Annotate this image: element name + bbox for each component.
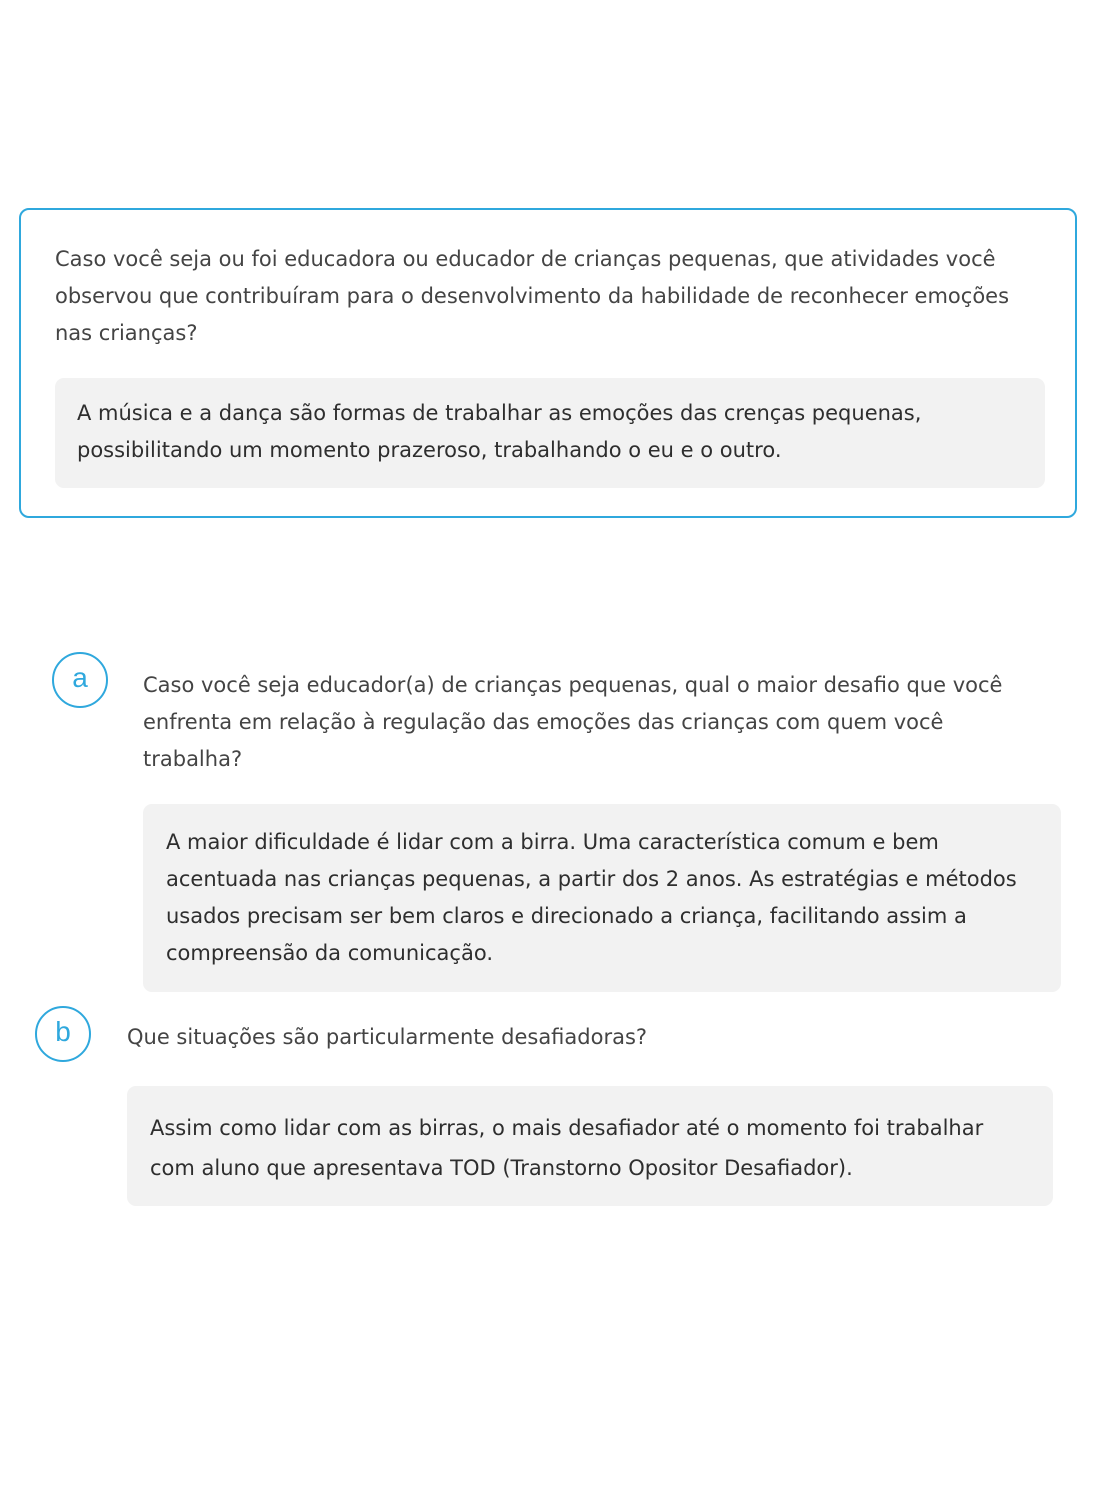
item-a-badge: a (52, 652, 108, 708)
item-b-answer-box (127, 1086, 1053, 1206)
item-a-answer-text: A maior dificuldade é lidar com a birra. Uma característica comum e bem acentuada nas crianças pequenas, a partir dos 2 anos. As estratégias e métodos usados precisam ser bem claros e direcionado a criança, facilitando assim a compreensão da comunicação. (166, 830, 1017, 965)
card-answer-box (55, 378, 1045, 488)
card-question-text: Caso você seja ou foi educadora ou educador de crianças pequenas, que atividades você observou que contribuíram para o desenvolvimento da habilidade de reconhecer emoções nas crianças? (55, 247, 1010, 345)
question-card (19, 208, 1077, 518)
item-b-badge: b (35, 1006, 91, 1062)
item-a-answer-box (143, 804, 1061, 992)
item-a-question: Caso você seja educador(a) de crianças pequenas, qual o maior desafio que você enfrenta em relação à regulação das emoções das crianças com quem você trabalha? (143, 673, 1003, 771)
item-b-question: Que situações são particularmente desafiadoras? (127, 1025, 648, 1049)
card-answer-text: A música e a dança são formas de trabalhar as emoções das crenças pequenas, possibilitando um momento prazeroso, trabalhando o eu e o outro. (77, 401, 922, 462)
item-b-answer-text: Assim como lidar com as birras, o mais desafiador até o momento foi trabalhar com aluno que apresentava TOD (Transtorno Opositor Desafiador). (150, 1116, 984, 1180)
